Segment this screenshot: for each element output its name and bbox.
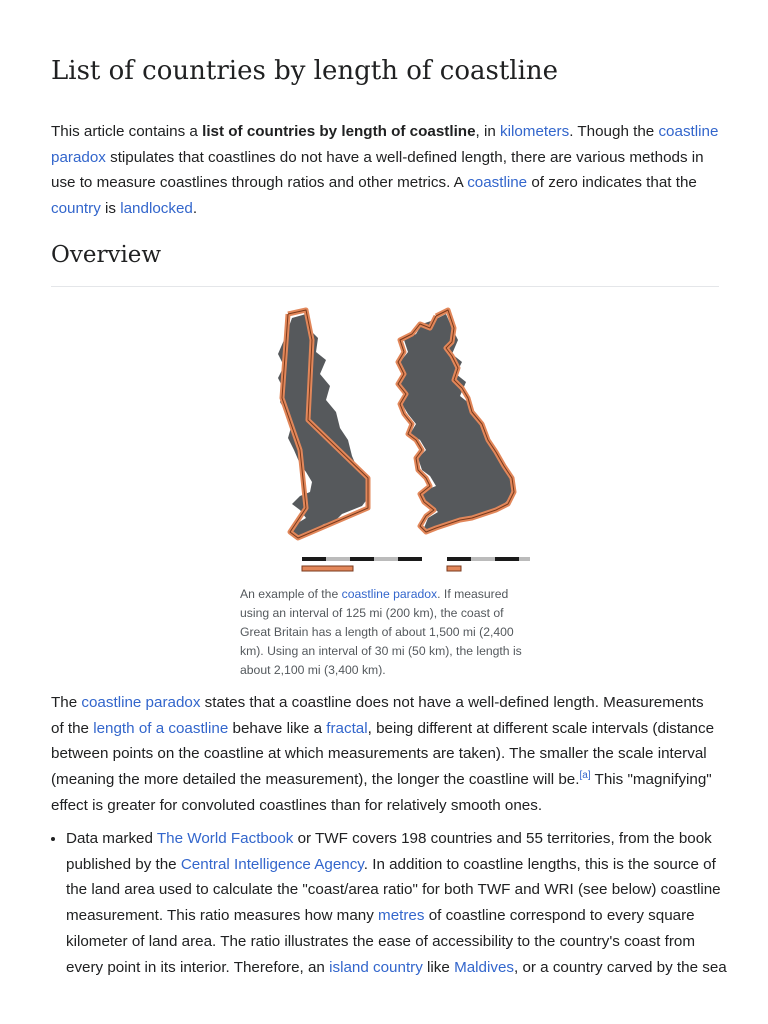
intro-text: stipulates that coastlines do not have a well-defined length, there are various methods in use to measure coastlines through ratios and other metrics. A bbox=[51, 148, 704, 192]
bullet-text: of coastline correspond to every square kilometer of land area. The ratio illustrates the ease of accessibility to the country's coast from every point in its interior. Therefore, an bbox=[66, 907, 695, 976]
intro-text: This article contains a bbox=[51, 123, 203, 140]
bullet-text: Data marked bbox=[66, 830, 157, 847]
intro-text: of zero indicates that the bbox=[527, 174, 697, 192]
section-heading-overview: Overview bbox=[51, 242, 162, 268]
bullet-text: like bbox=[422, 958, 455, 976]
intro-text: , in bbox=[475, 123, 500, 140]
link-metres[interactable]: metres bbox=[378, 907, 425, 925]
link-landlocked[interactable]: landlocked bbox=[120, 200, 193, 218]
caption-link-coastline-paradox[interactable]: coastline paradox bbox=[341, 587, 438, 601]
paragraph-text: states that a coastline does not have a well-defined length. Measurements of the bbox=[51, 694, 704, 737]
scale-bar-right bbox=[447, 557, 530, 571]
link-country[interactable]: country bbox=[51, 200, 101, 218]
intro-text: . Though the bbox=[569, 123, 659, 140]
intro-paragraph bbox=[51, 119, 719, 222]
britain-land-right bbox=[400, 314, 512, 530]
link-coastline-paradox[interactable]: coastline paradox bbox=[51, 123, 719, 166]
paragraph-text: behave like a bbox=[228, 719, 327, 737]
intro-bold-text: list of countries by length of coastline bbox=[202, 123, 476, 140]
paragraph-text: , being different at different scale intervals (distance between points on the coastline at which measurements are taken). The smaller the scale interval (meaning the more detailed the measurement), the longer the coastline will be. bbox=[51, 719, 715, 789]
caption-text: . If measured using an interval of 125 mi (200 km), the coast of Great Britain has a length of about 1,500 mi (2,400 km). Using an interval of 30 mi (50 km), the length is about 2,100 mi (3,400 km). bbox=[240, 587, 522, 677]
intro-text: is bbox=[100, 200, 121, 218]
paragraph-text: This "magnifying" effect is greater for convoluted coastlines than for relatively smooth ones. bbox=[51, 771, 712, 814]
list-item bbox=[66, 826, 734, 980]
scale-bar-left bbox=[302, 557, 422, 571]
link-island-country[interactable]: island country bbox=[329, 958, 423, 976]
link-fractal[interactable]: fractal bbox=[326, 719, 368, 737]
link-coastline-paradox-2[interactable]: coastline paradox bbox=[81, 694, 201, 711]
britain-maps-image bbox=[240, 300, 530, 580]
data-sources-list bbox=[51, 826, 734, 980]
link-length-of-coastline[interactable]: length of a coastline bbox=[93, 719, 229, 737]
link-world-factbook[interactable]: The World Factbook bbox=[156, 830, 294, 847]
paragraph-text: The bbox=[51, 694, 82, 711]
footnote-a-link[interactable]: [a] bbox=[579, 770, 591, 782]
overview-paragraph bbox=[51, 690, 719, 819]
link-kilometers[interactable]: kilometers bbox=[500, 123, 570, 140]
bullet-text: . In addition to coastline lengths, this is the source of the land area used to calculate the "coast/area ratio" for both TWF and WRI (see below) coastline measurement. This ratio measures how many bbox=[66, 855, 721, 925]
page-title: List of countries by length of coastline bbox=[51, 56, 559, 86]
link-coastline[interactable]: coastline bbox=[467, 174, 528, 192]
intro-text: . bbox=[192, 200, 198, 218]
link-maldives[interactable]: Maldives bbox=[454, 958, 514, 976]
caption-text: An example of the bbox=[240, 587, 342, 601]
figure-caption bbox=[240, 585, 525, 680]
section-divider bbox=[51, 286, 719, 287]
bullet-text: , or a country carved by the sea bbox=[514, 958, 727, 976]
coastline-paradox-figure[interactable] bbox=[240, 300, 530, 580]
bullet-text: or TWF covers 198 countries and 55 territories, from the book published by the bbox=[66, 830, 712, 873]
link-cia[interactable]: Central Intelligence Agency bbox=[180, 855, 364, 873]
